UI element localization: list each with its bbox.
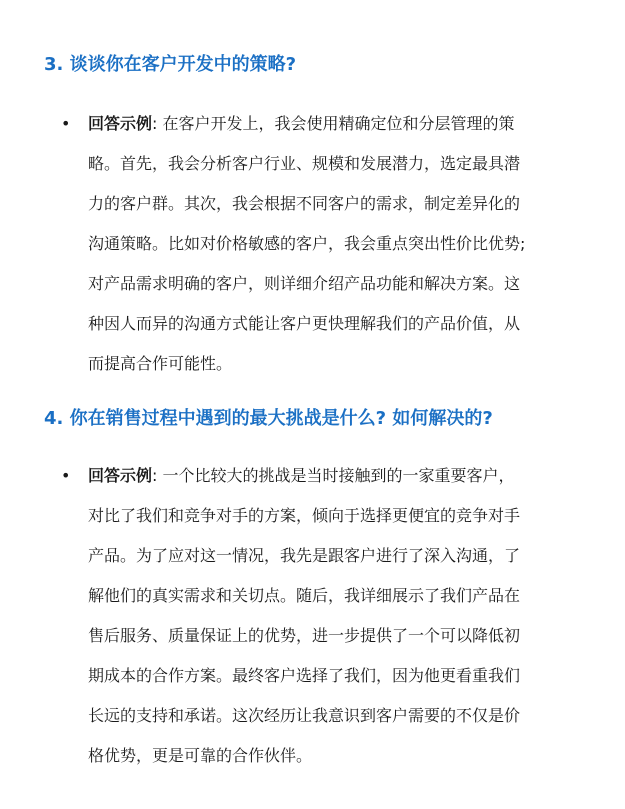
answer-line: 对比了我们和竞争对手的方案，倾向于选择更便宜的竞争对手 [88,506,521,525]
answer-line: 而提高合作可能性。 [88,354,233,373]
answer-text: : 一个比较大的挑战是当时接触到的一家重要客户， [152,466,515,485]
answer-paragraph [88,104,583,384]
answer-text: : 在客户开发上，我会使用精确定位和分层管理的策 [152,114,515,133]
section-heading: 3. 谈谈你在客户开发中的策略? [44,54,297,75]
answer-line: 对产品需求明确的客户，则详细介绍产品功能和解决方案。这 [88,274,521,293]
answer-first-line [88,456,583,496]
answer-line: 略。首先，我会分析客户行业、规模和发展潜力，选定最具潜 [88,154,521,173]
answer-label: 回答示例 [88,466,153,485]
answer-line: 沟通策略。比如对价格敏感的客户，我会重点突出性价比优势; [88,234,526,253]
answer-line: 解他们的真实需求和关切点。随后，我详细展示了我们产品在 [88,586,521,605]
section-heading: 4. 你在销售过程中遇到的最大挑战是什么? 如何解决的? [44,408,493,429]
answer-line: 格优势，更是可靠的合作伙伴。 [88,746,313,765]
bullet-marker: • [61,114,71,133]
answer-line: 售后服务、质量保证上的优势，进一步提供了一个可以降低初 [88,626,521,645]
answer-paragraph [88,456,583,776]
bullet-marker: • [61,466,71,485]
answer-first-line [88,104,583,144]
answer-line: 种因人而异的沟通方式能让客户更快理解我们的产品价值，从 [88,314,521,333]
answer-line: 期成本的合作方案。最终客户选择了我们，因为他更看重我们 [88,666,521,685]
answer-line: 长远的支持和承诺。这次经历让我意识到客户需要的不仅是价 [88,706,521,725]
answer-line: 力的客户群。其次，我会根据不同客户的需求，制定差异化的 [88,194,521,213]
answer-line: 产品。为了应对这一情况，我先是跟客户进行了深入沟通，了 [88,546,521,565]
answer-label: 回答示例 [88,114,153,133]
